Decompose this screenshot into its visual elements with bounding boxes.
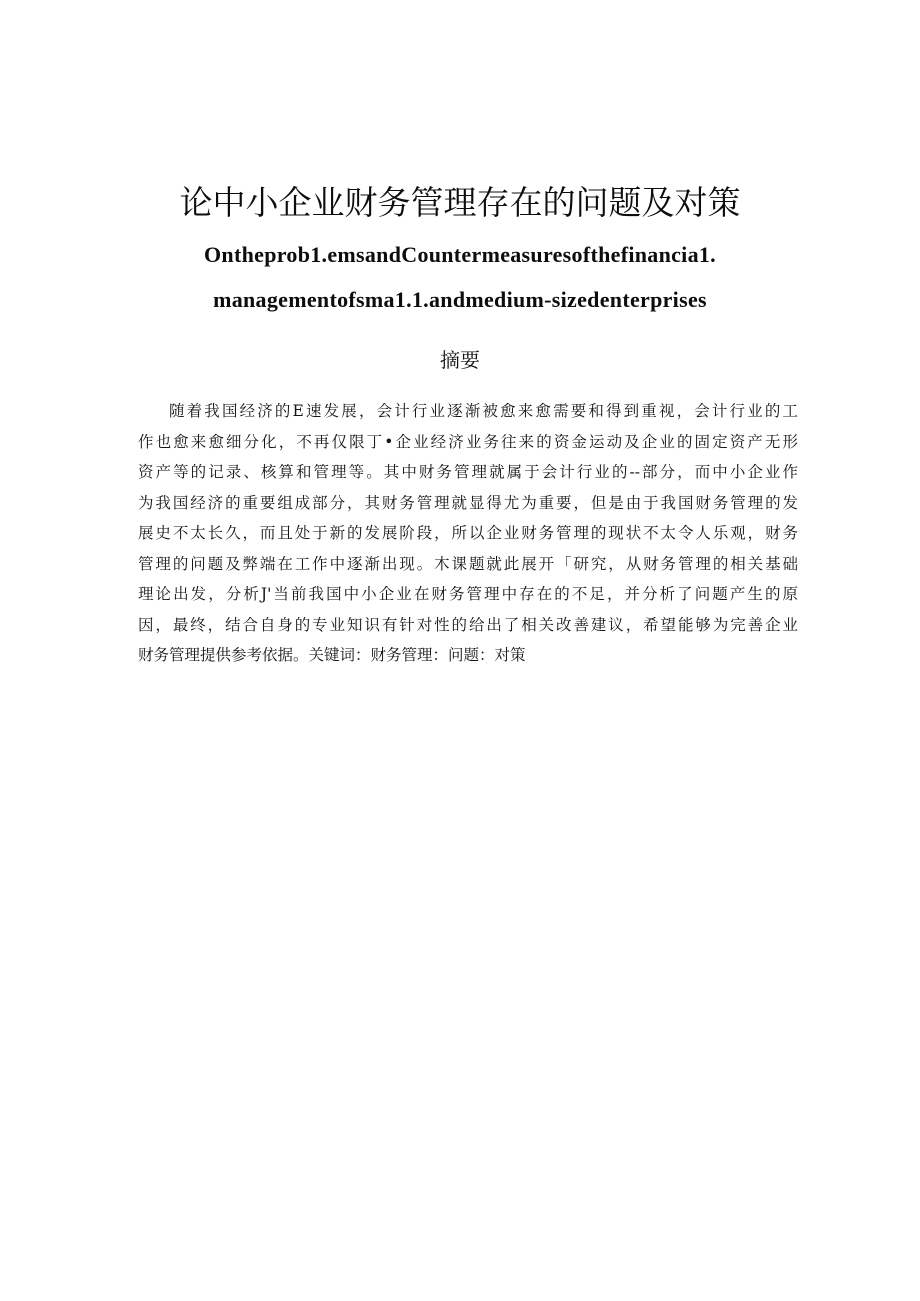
english-title-line-1: Ontheprob1.emsandCountermeasuresofthefinancia1. — [204, 242, 716, 267]
english-title-line-2: managementofsma1.1.andmedium-sizedenterprises — [213, 287, 707, 312]
abstract-line-5: 展史不太长久，而且处于新的发展阶段，所以企业财务管理的现状不太令人乐观，财务 — [138, 524, 798, 542]
abstract-line-3: 资产等的记录、核算和管理等。其中财务管理就属于会计行业的--部分，而中小企业作 — [138, 463, 798, 481]
abstract-line-2: 作也愈来愈细分化，不再仅限丁•企业经济业务往来的资金运动及企业的固定资产无形 — [138, 432, 798, 451]
abstract-line-9-keywords: 财务管理提供参考依据。关键词：财务管理：问题：对策 — [138, 646, 526, 664]
abstract-line-1: 随着我国经济的E速发展，会计行业逐渐被愈来愈需要和得到重视，会计行业的工 — [169, 402, 798, 420]
abstract-line-7: 理论出发，分析J'当前我国中小企业在财务管理中存在的不足，并分析了问题产生的原 — [138, 585, 798, 603]
abstract-line-4: 为我国经济的重要组成部分，其财务管理就显得尤为重要，但是由于我国财务管理的发 — [138, 493, 798, 512]
abstract-heading: 摘要 — [440, 348, 480, 372]
abstract-body — [138, 396, 798, 671]
chinese-title: 论中小企业财务管理存在的问题及对策 — [179, 183, 741, 222]
abstract-line-6: 管理的问题及弊端在工作中逐渐出现。木课题就此展开「研究，从财务管理的相关基础 — [138, 554, 798, 573]
abstract-line-8: 因，最终，结合自身的专业知识有针对性的给出了相关改善建议，希望能够为完善企业 — [138, 615, 798, 634]
